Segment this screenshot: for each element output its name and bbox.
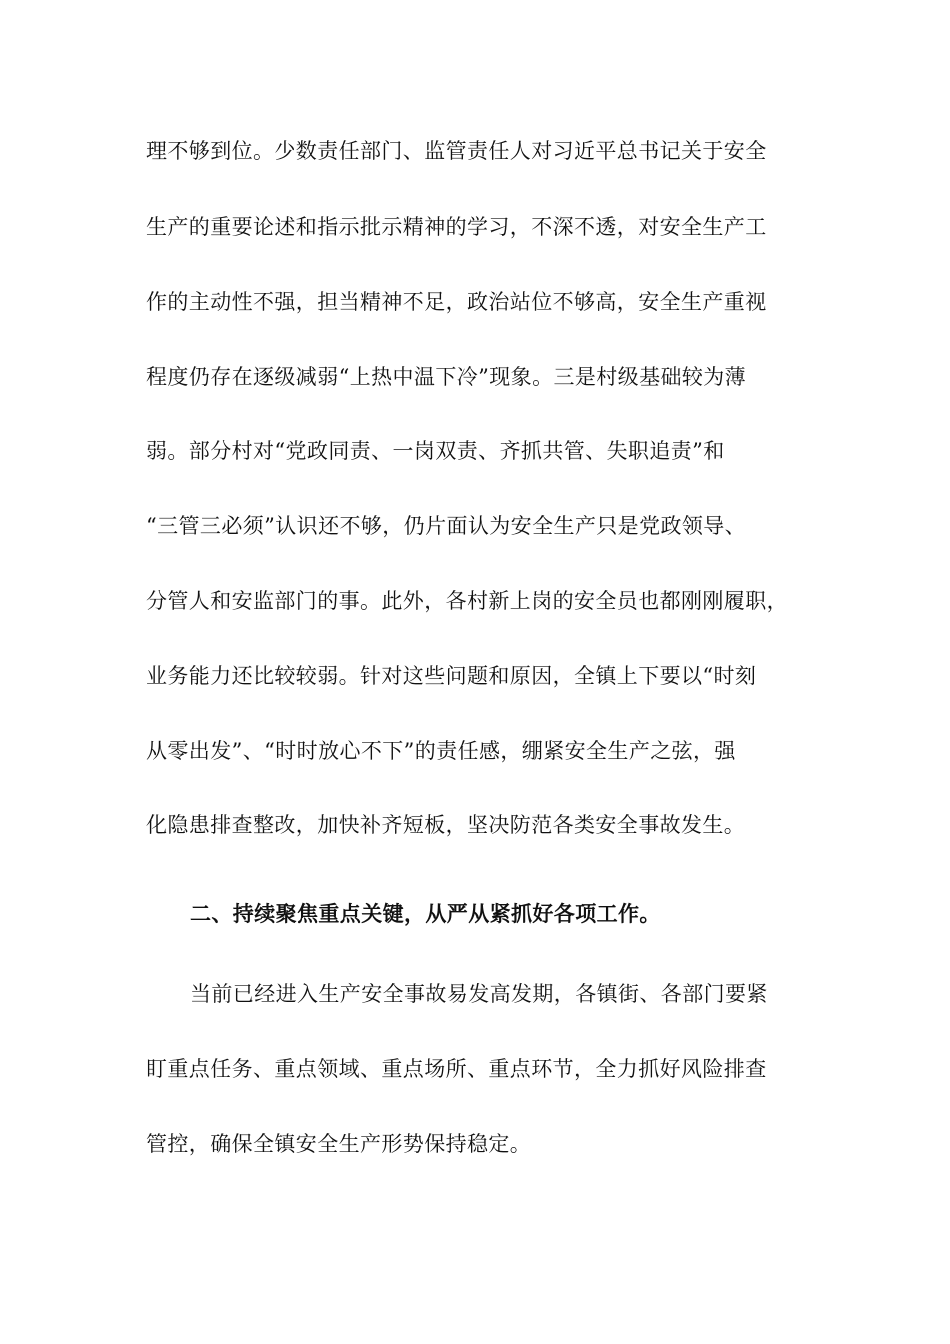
paragraph-line: 程度仍存在逐级减弱“上热中温下冷”现象。三是村级基础较为薄 [146,365,747,389]
paragraph-line: 化隐患排查整改，加快补齐短板，坚决防范各类安全事故发生。 [146,813,746,837]
paragraph-line: 分管人和安监部门的事。此外，各村新上岗的安全员也都刚刚履职， [146,589,788,613]
paragraph-line: 弱。部分村对“党政同责、一岗双责、齐抓共管、失职追责”和 [146,439,725,463]
paragraph-line: 业务能力还比较较弱。针对这些问题和原因，全镇上下要以“时刻 [146,664,757,688]
paragraph-line: 作的主动性不强，担当精神不足，政治站位不够高，安全生产重视 [146,290,767,314]
paragraph-line: 生产的重要论述和指示批示精神的学习，不深不透，对安全生产工 [146,215,767,239]
paragraph-line: 当前已经进入生产安全事故易发高发期，各镇街、各部门要紧 [190,982,768,1006]
paragraph-line: 理不够到位。少数责任部门、监管责任人对习近平总书记关于安全 [146,139,767,163]
paragraph-line: 管控，确保全镇安全生产形势保持稳定。 [146,1132,532,1156]
section-heading: 二、持续聚焦重点关键，从严从紧抓好各项工作。 [190,902,661,926]
paragraph-line: 盯重点任务、重点领域、重点场所、重点环节，全力抓好风险排查 [146,1057,767,1081]
paragraph-line: “三管三必须”认识还不够，仍片面认为安全生产只是党政领导、 [146,514,747,538]
paragraph-line: 从零出发”、“时时放心不下”的责任感，绷紧安全生产之弦，强 [146,739,736,763]
